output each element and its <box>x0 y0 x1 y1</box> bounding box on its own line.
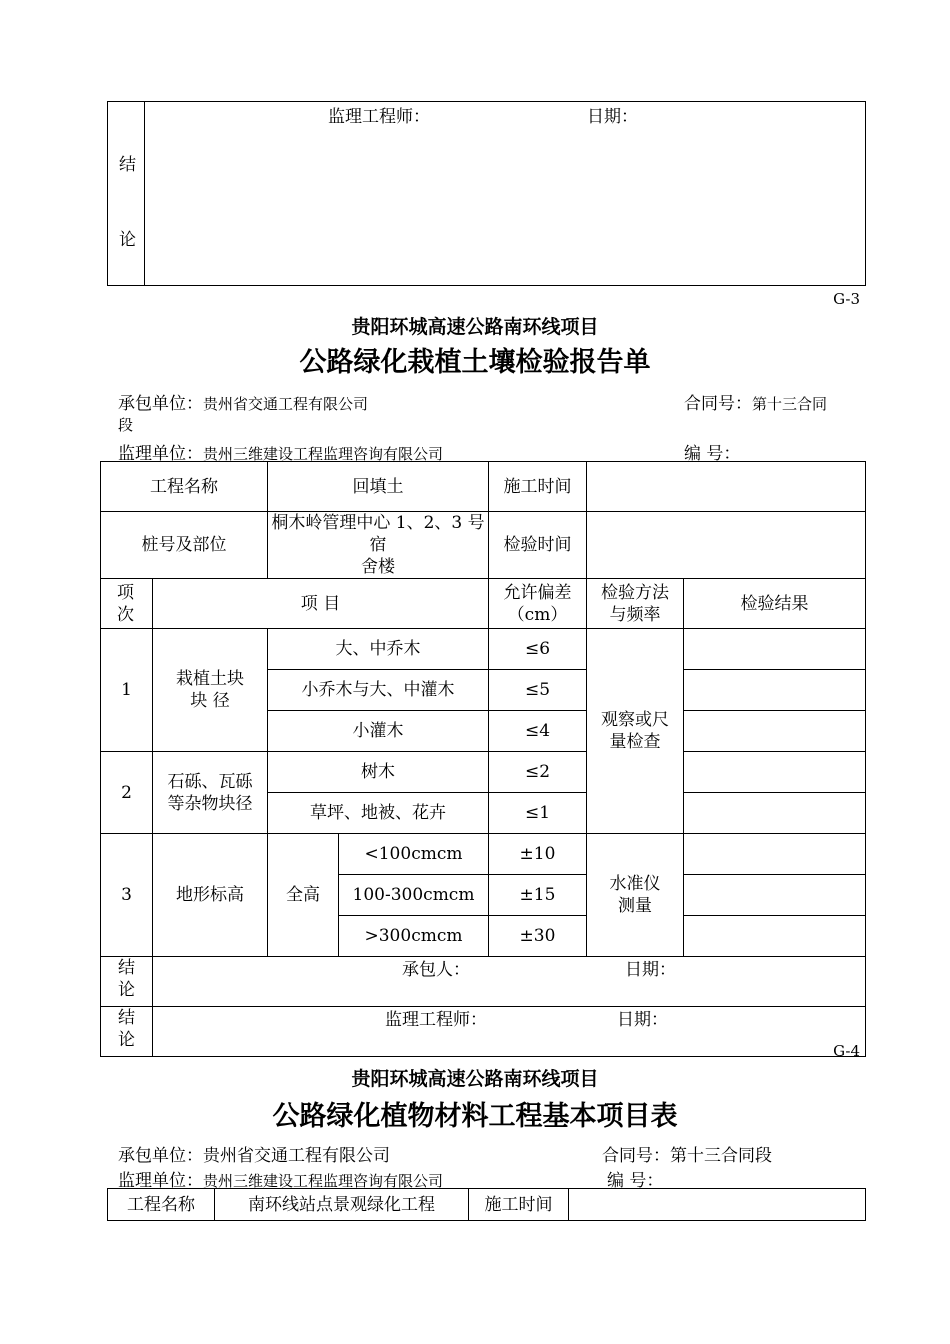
soil-inspection-table <box>100 461 866 1057</box>
sub-item: 大、中乔木 <box>268 629 489 670</box>
supervisor-engineer-label: 监理工程师： <box>385 1010 487 1030</box>
org-title: 贵阳环城高速公路南环线项目 <box>351 316 599 338</box>
conclusion-label <box>101 957 153 1007</box>
method-text: 观察或尺 <box>601 710 669 730</box>
conclusion-label <box>101 1007 153 1057</box>
construction-time-value[interactable] <box>569 1189 866 1221</box>
contractor-person-label: 承包人： <box>402 960 470 980</box>
row-item-text: 栽植土块 <box>176 669 244 689</box>
project-name-label: 工程名称 <box>101 462 268 512</box>
row-item-text: 块 径 <box>190 691 230 711</box>
project-name-label: 工程名称 <box>108 1189 215 1221</box>
construction-time-value[interactable] <box>587 462 866 512</box>
header-text: 与频率 <box>609 604 661 625</box>
contract-value: 第十三合同 <box>752 395 828 413</box>
contract-label: 合同号： <box>684 394 752 414</box>
tolerance: ±15 <box>489 875 587 916</box>
contractor-value: 贵州省交通工程有限公司 <box>203 1146 390 1166</box>
conclusion-char: 论 <box>118 1030 135 1050</box>
number-label: 编 号： <box>607 1171 664 1191</box>
date-label: 日期： <box>617 1010 668 1030</box>
method <box>587 629 684 834</box>
header-text: 次 <box>117 604 134 625</box>
construction-time-label: 施工时间 <box>489 462 587 512</box>
number-label: 编 号： <box>684 444 741 464</box>
inspection-time-label: 检验时间 <box>489 512 587 579</box>
result-cell[interactable] <box>684 834 866 875</box>
method-text: 测量 <box>618 896 652 916</box>
date-label: 日期： <box>625 960 676 980</box>
contract-wrap: 段 <box>118 416 134 434</box>
form-code: G-3 <box>833 290 860 308</box>
header-item: 项 目 <box>153 579 489 629</box>
contractor-value: 贵州省交通工程有限公司 <box>203 395 369 413</box>
station-line: 桐木岭管理中心 1、2、3 号宿 <box>271 513 485 555</box>
form-title: 公路绿化植物材料工程基本项目表 <box>272 1101 678 1132</box>
contractor-label: 承包单位： <box>118 394 203 414</box>
tolerance: ±30 <box>489 916 587 957</box>
form-code: G-4 <box>833 1042 860 1060</box>
tolerance: ≤6 <box>489 629 587 670</box>
row-item-text: 石砾、瓦砾 <box>167 771 253 792</box>
conclusion-cell[interactable] <box>145 102 866 286</box>
sub-item: 100-300cmcm <box>339 875 489 916</box>
construction-time-label: 施工时间 <box>469 1189 569 1221</box>
contractor-label: 承包单位： <box>118 1146 203 1166</box>
tolerance: ≤5 <box>489 670 587 711</box>
tolerance: ≤4 <box>489 711 587 752</box>
result-cell[interactable] <box>684 670 866 711</box>
header-result: 检验结果 <box>684 579 866 629</box>
station-value[interactable] <box>268 512 489 579</box>
header-tolerance <box>489 579 587 629</box>
supervisor-unit-label: 监理单位： <box>118 444 203 464</box>
sub-item: 小乔木与大、中灌木 <box>268 670 489 711</box>
conclusion-char: 论 <box>119 230 136 250</box>
sub-group: 全高 <box>268 834 339 957</box>
sub-item: 草坪、地被、花卉 <box>268 793 489 834</box>
conclusion-char: 结 <box>119 155 136 175</box>
contractor-conclusion-cell[interactable] <box>153 957 866 1007</box>
contract-line <box>602 1141 772 1166</box>
conclusion-char: 结 <box>118 1008 135 1028</box>
contract-value: 第十三合同段 <box>670 1146 772 1166</box>
row-item-text: 等杂物块径 <box>167 793 253 814</box>
project-name-value[interactable]: 回填土 <box>268 462 489 512</box>
method-text: 量检查 <box>609 732 661 752</box>
conclusion-char: 论 <box>118 980 135 1000</box>
row-no: 3 <box>101 834 153 957</box>
result-cell[interactable] <box>684 711 866 752</box>
row-item <box>153 629 268 752</box>
project-name-value[interactable]: 南环线站点景观绿化工程 <box>215 1189 469 1221</box>
top-conclusion-table <box>107 101 866 286</box>
station-line: 舍楼 <box>361 557 395 577</box>
result-cell[interactable] <box>684 916 866 957</box>
method-text: 水准仪 <box>609 874 661 894</box>
contractor-line <box>118 1141 390 1166</box>
plant-material-table <box>107 1188 866 1221</box>
contract-line <box>684 389 827 414</box>
result-cell[interactable] <box>684 793 866 834</box>
row-no: 2 <box>101 752 153 834</box>
row-item: 地形标高 <box>153 834 268 957</box>
date-label: 日期： <box>587 107 638 127</box>
inspection-time-value[interactable] <box>587 512 866 579</box>
supervisor-unit-value: 贵州三维建设工程监理咨询有限公司 <box>203 445 444 463</box>
supervisor-unit-label: 监理单位： <box>118 1171 203 1191</box>
org-title: 贵阳环城高速公路南环线项目 <box>351 1068 599 1090</box>
result-cell[interactable] <box>684 875 866 916</box>
header-text: 检验方法 <box>601 582 669 603</box>
station-label: 桩号及部位 <box>101 512 268 579</box>
header-text: 项 <box>117 582 134 603</box>
form-title: 公路绿化栽植土壤检验报告单 <box>299 347 651 378</box>
contractor-line <box>118 389 368 414</box>
conclusion-label <box>108 102 145 286</box>
header-text: （cm） <box>507 604 568 625</box>
conclusion-char: 结 <box>118 958 135 978</box>
sub-item: >300cmcm <box>339 916 489 957</box>
tolerance: ±10 <box>489 834 587 875</box>
tolerance: ≤2 <box>489 752 587 793</box>
header-method <box>587 579 684 629</box>
method <box>587 834 684 957</box>
tolerance: ≤1 <box>489 793 587 834</box>
contract-label: 合同号： <box>602 1146 670 1166</box>
result-cell[interactable] <box>684 752 866 793</box>
row-item <box>153 752 268 834</box>
row-no: 1 <box>101 629 153 752</box>
header-text: 允许偏差 <box>503 582 572 603</box>
supervisor-unit-value: 贵州三维建设工程监理咨询有限公司 <box>203 1172 444 1190</box>
supervisor-engineer-label: 监理工程师： <box>328 107 430 127</box>
sub-item: 树木 <box>268 752 489 793</box>
result-cell[interactable] <box>684 629 866 670</box>
sub-item: <100cmcm <box>339 834 489 875</box>
header-item-no <box>101 579 153 629</box>
sub-item: 小灌木 <box>268 711 489 752</box>
